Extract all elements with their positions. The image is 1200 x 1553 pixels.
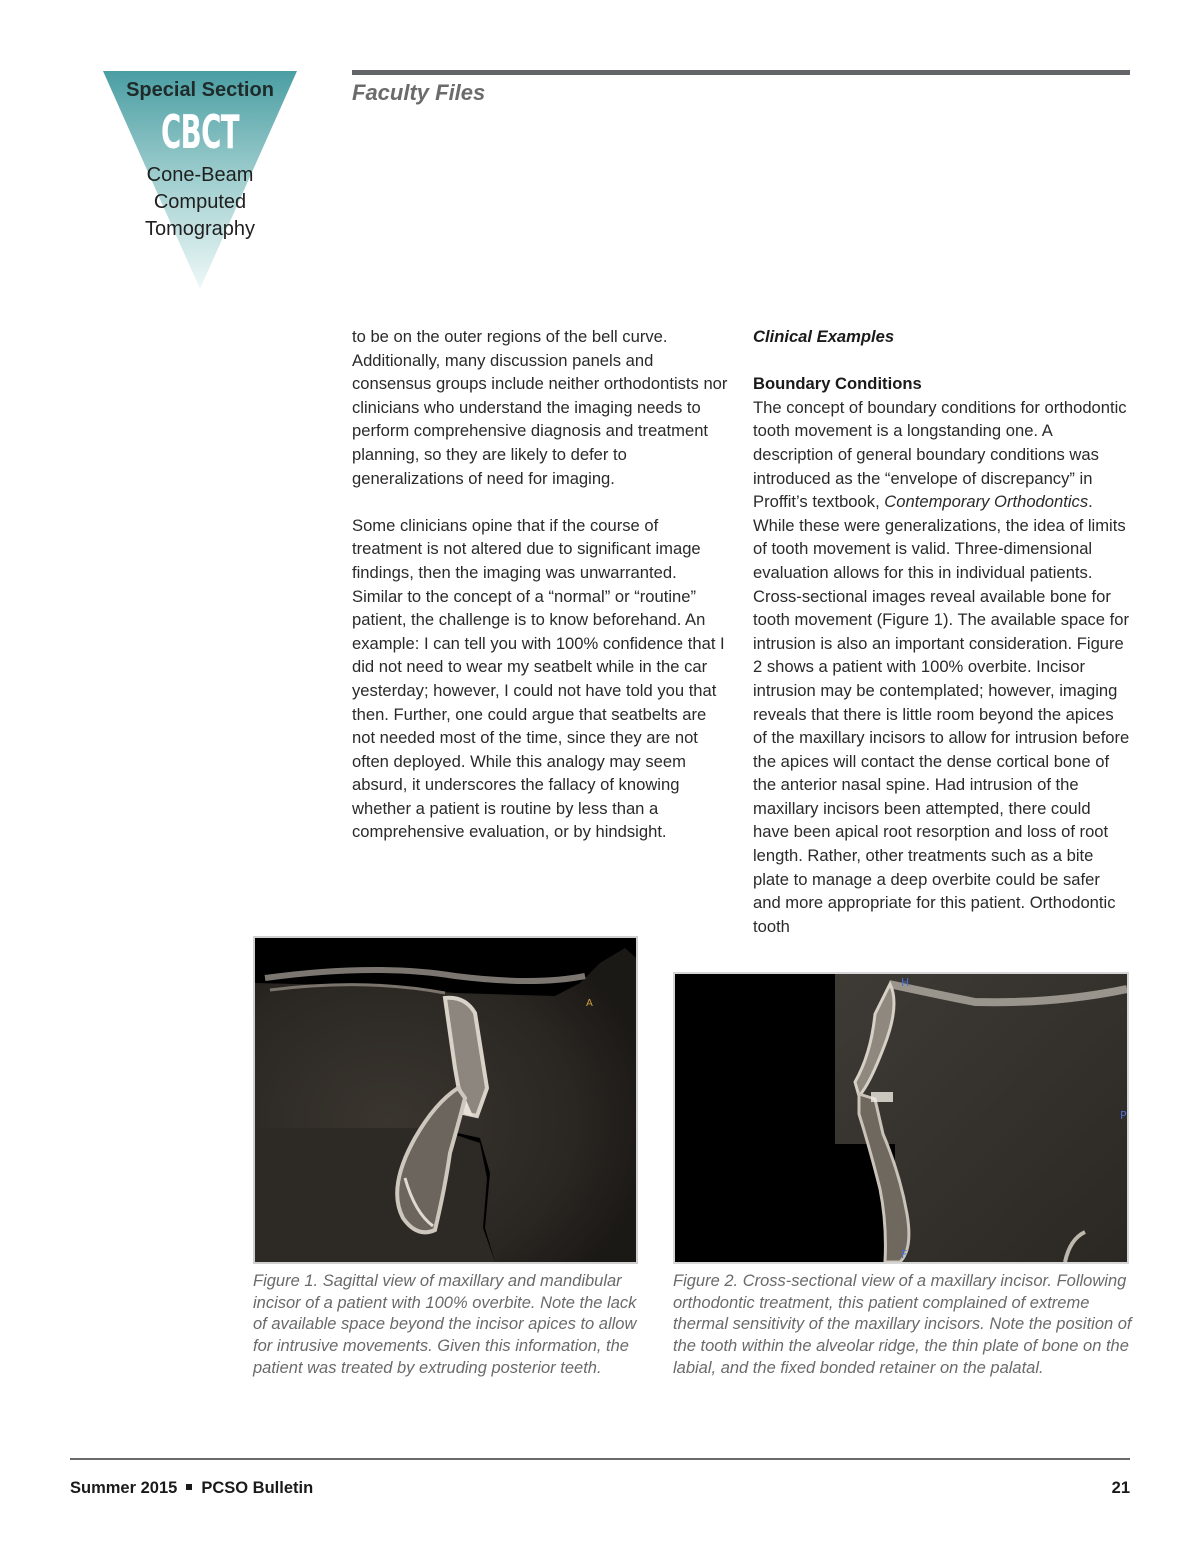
- text-column-left: [352, 325, 730, 844]
- badge-acronym: CBCT: [161, 105, 239, 159]
- figure-1-image: [253, 936, 638, 1264]
- paragraph: [753, 396, 1131, 939]
- page-number: 21: [1111, 1479, 1130, 1497]
- badge-subtitle-line1: Cone-Beam: [146, 164, 254, 186]
- subheading-clinical-examples: Clinical Examples: [753, 327, 895, 346]
- footer-publication: PCSO Bulletin: [201, 1479, 314, 1497]
- header-rule: [352, 70, 1130, 75]
- book-title: Contemporary Orthodontics: [884, 492, 1089, 512]
- figure-2-marker-right: P: [1120, 1109, 1127, 1122]
- badge-subtitle-line3: Tomography: [144, 218, 256, 240]
- figure-1-caption: Figure 1. Sagittal view of maxillary and mandibular incisor of a patient with 100% overbite. Note the lack of available space beyond the incisor apices to allow for intrusive movements. Given this information, the patient was treated by extruding posterior teeth.: [253, 1272, 637, 1377]
- footer-season: Summer 2015: [70, 1479, 178, 1497]
- text-column-right: [753, 325, 1131, 938]
- paragraph-text: The concept of boundary conditions for orthodontic tooth movement is a longstanding one. A description of general boundary conditions was introduced as the “envelope of discrepancy” in Proffit’s textbook,: [753, 397, 1127, 512]
- footer-separator-icon: [186, 1484, 192, 1490]
- special-section-badge: [103, 71, 297, 289]
- subheading-boundary-conditions: Boundary Conditions: [753, 374, 922, 394]
- footer-rule: [70, 1458, 1130, 1460]
- figure-2-caption: Figure 2. Cross-sectional view of a maxillary incisor. Following orthodontic treatment, this patient complained of extreme thermal sensitivity of the maxillary incisors. Note the position of the tooth within the alveolar ridge, the thin plate of bone on the labial, and the fixed bonded retainer on the palatal.: [673, 1272, 1132, 1377]
- paragraph: Some clinicians opine that if the course of treatment is not altered due to significant image findings, then the imaging was unwarranted. Similar to the concept of a “normal” or “routine” patient, the challenge is to know beforehand. An example: I can tell you with 100% confidence that I did not need to wear my seatbelt while in the car yesterday; however, I could not have told you that then. Further, one could argue that seatbelts are not needed most of the time, since they are not often deployed. While this analogy may seem absurd, it underscores the fallacy of knowing whether a patient is routine by less than a comprehensive evaluation, or by hindsight.: [352, 515, 725, 842]
- section-title: Faculty Files: [352, 80, 486, 105]
- figure-2-marker-bottom: F: [901, 1248, 908, 1261]
- badge-subtitle-line2: Computed: [153, 191, 247, 213]
- paragraph-text: . While these were generalizations, the idea of limits of tooth movement is valid. Three-dimensional evaluation allows for this in individual patients. Cross-sectional images reveal available bone for tooth movement (Figure 1). The available space for intrusion is also an important consideration. Figure 2 shows a patient with 100% overbite. Incisor intrusion may be contemplated; however, imaging reveals that there is little room beyond the apices of the maxillary incisors to allow for intrusion before the apices will contact the dense cortical bone of the anterior nasal spine. Had intrusion of the maxillary incisors been attempted, there could have been apical root resorption and loss of root length. Rather, other treatments such as a bite plate to manage a deep overbite could be safer and more appropriate for this patient. Orthodontic tooth: [753, 492, 1130, 936]
- footer-issue: [70, 1479, 313, 1498]
- paragraph: to be on the outer regions of the bell curve. Additionally, many discussion panels and consensus groups include neither orthodontists nor clinicians who understand the imaging needs to perform comprehensive diagnosis and treatment planning, so they are likely to defer to generalizations of need for imaging.: [352, 327, 728, 488]
- badge-label: Special Section: [126, 79, 274, 101]
- figure-2-marker-top: H: [901, 976, 910, 989]
- figure-1-marker: A: [586, 998, 593, 1009]
- badge-subtitle: [103, 162, 297, 243]
- figure-2-image: [673, 972, 1129, 1264]
